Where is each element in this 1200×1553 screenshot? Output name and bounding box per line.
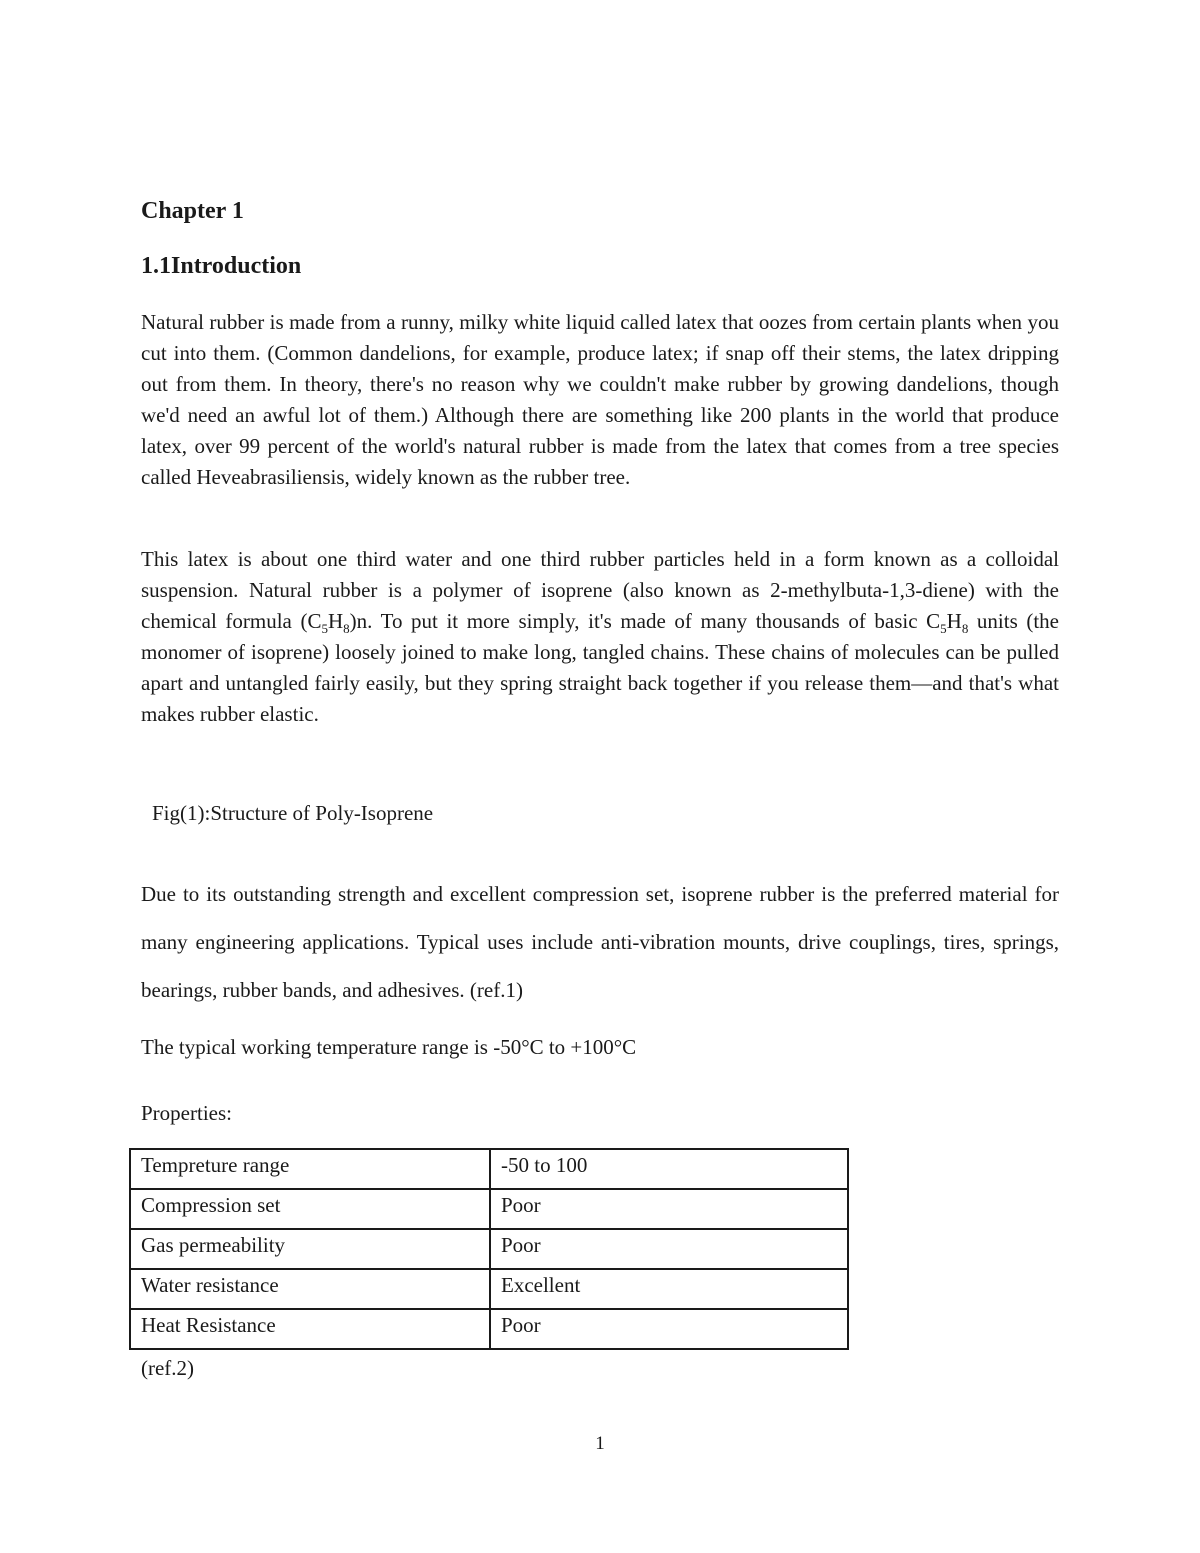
para2-text-e: units (the monomer of isoprene) loosely joined to make long, tangled chains. These chains of molecules can be pulled apart and untangled fairly easily, but they spring straight back together if you release them—and that's what makes rubber elastic.	[141, 609, 1059, 726]
intro-paragraph-2	[141, 544, 1059, 730]
property-value-cell: Excellent	[490, 1269, 848, 1309]
property-name-cell: Water resistance	[130, 1269, 490, 1309]
property-value-cell: Poor	[490, 1189, 848, 1229]
para2-text-b: H	[327, 609, 344, 633]
section-title: 1.1Introduction	[141, 253, 302, 279]
table-row	[130, 1149, 848, 1189]
page-number: 1	[595, 1433, 605, 1454]
property-name-cell: Tempreture range	[130, 1149, 490, 1189]
properties-label: Properties:	[141, 1101, 232, 1125]
subscript: 5	[321, 621, 328, 637]
subscript: 8	[961, 621, 969, 637]
para2-text-a: This latex is about one third water and one third rubber particles held in a form known as a colloidal suspension. Natural rubber is a polymer of isoprene (also known as 2-methylbuta-1,3-diene) with the chemical formula (C	[141, 547, 1059, 633]
table-row	[130, 1229, 848, 1269]
property-value-cell: Poor	[490, 1229, 848, 1269]
para2-text-c: )n. To put it more simply, it's made of many thousands of basic C	[349, 609, 941, 633]
property-value-cell: -50 to 100	[490, 1149, 848, 1189]
table-row	[130, 1269, 848, 1309]
subscript: 8	[343, 621, 350, 637]
figure-caption: Fig(1):Structure of Poly-Isoprene	[152, 801, 434, 825]
table-row	[130, 1309, 848, 1349]
property-name-cell: Heat Resistance	[130, 1309, 490, 1349]
table-reference: (ref.2)	[141, 1356, 195, 1380]
property-name-cell: Gas permeability	[130, 1229, 490, 1269]
property-value-cell: Poor	[490, 1309, 848, 1349]
para2-text-d: H	[946, 609, 962, 633]
applications-paragraph: Due to its outstanding strength and excellent compression set, isoprene rubber is the preferred material for many engineering applications. Typical uses include anti-vibration mounts, drive couplings, tires, springs, bearings, rubber bands, and adhesives. (ref.1)	[141, 882, 1059, 1002]
properties-table	[129, 1148, 849, 1350]
table-row	[130, 1189, 848, 1229]
subscript: 5	[940, 621, 947, 637]
intro-paragraph-1: Natural rubber is made from a runny, milky white liquid called latex that oozes from certain plants when you cut into them. (Common dandelions, for example, produce latex; if snap off their stems, the latex dripping out from them. In theory, there's no reason why we couldn't make rubber by growing dandelions, though we'd need an awful lot of them.) Although there are something like 200 plants in the world that produce latex, over 99 percent of the world's natural rubber is made from the latex that comes from a tree species called Heveabrasiliensis, widely known as the rubber tree.	[141, 310, 1059, 489]
property-name-cell: Compression set	[130, 1189, 490, 1229]
temperature-range-text: The typical working temperature range is -50°C to +100°C	[141, 1035, 637, 1059]
chapter-title: Chapter 1	[141, 198, 244, 224]
